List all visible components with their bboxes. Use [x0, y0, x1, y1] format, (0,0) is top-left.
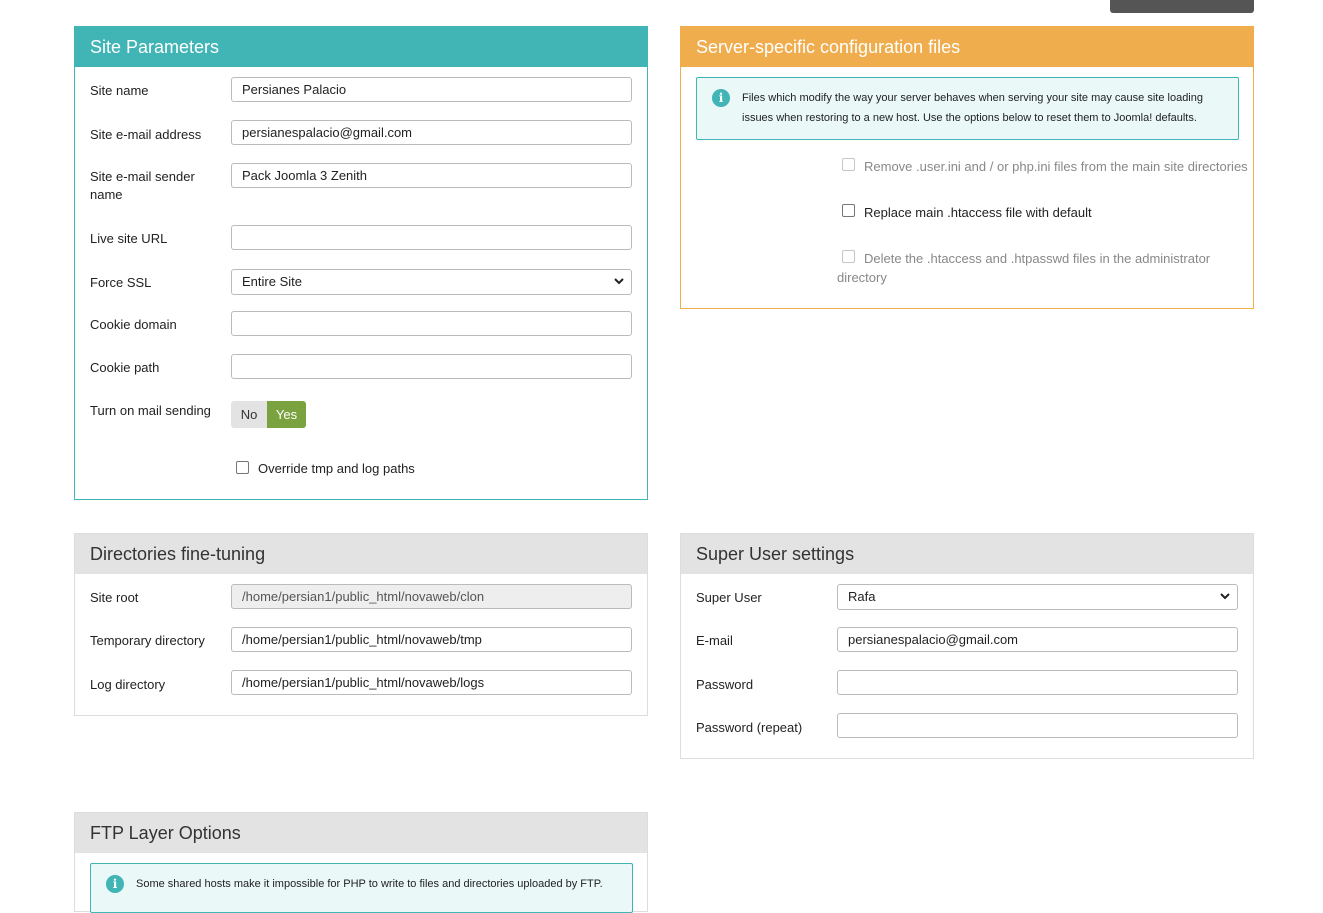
- log-dir-input[interactable]: /home/persian1/public_html/novaweb/logs: [231, 670, 632, 695]
- server-config-title: Server-specific configuration files: [681, 27, 1253, 67]
- password-label: Password: [696, 677, 754, 692]
- site-root-input: /home/persian1/public_html/novaweb/clon: [231, 584, 632, 609]
- site-parameters-panel: [74, 26, 648, 500]
- server-config-info-line2: issues when restoring to a new host. Use the options below to reset them to Joomla! defaults.: [742, 112, 1197, 124]
- ftp-panel: [74, 812, 648, 912]
- delete-htaccess-checkbox[interactable]: [842, 250, 855, 263]
- sender-name-label: Site e-mail sender name: [90, 169, 195, 202]
- top-action-button[interactable]: [1110, 0, 1254, 13]
- site-email-input[interactable]: persianespalacio@gmail.com: [231, 120, 632, 145]
- override-paths-label: Override tmp and log paths: [258, 461, 415, 476]
- delete-htaccess-label-line1: Delete the .htaccess and .htpasswd files in the administrator: [864, 251, 1211, 266]
- password-repeat-label: Password (repeat): [696, 720, 803, 735]
- cookie-domain-label: Cookie domain: [90, 317, 177, 332]
- super-user-email-label: E-mail: [696, 633, 733, 648]
- chevron-down-icon: [1219, 589, 1231, 603]
- live-url-input[interactable]: [231, 225, 632, 250]
- site-name-label: Site name: [90, 83, 149, 98]
- server-config-info-line1: Files which modify the way your server behaves when serving your site may cause site loading: [742, 92, 1203, 104]
- directories-title: Directories fine-tuning: [75, 534, 647, 574]
- override-paths-checkbox[interactable]: [236, 461, 249, 474]
- sender-name-input[interactable]: Pack Joomla 3 Zenith: [231, 163, 632, 188]
- super-user-select[interactable]: [837, 584, 1238, 610]
- super-user-label: Super User: [696, 590, 762, 605]
- tmp-dir-label: Temporary directory: [90, 633, 205, 648]
- remove-ini-label: Remove .user.ini and / or php.ini files from the main site directories: [864, 159, 1248, 174]
- password-repeat-input[interactable]: [837, 713, 1238, 738]
- replace-htaccess-label: Replace main .htaccess file with default: [864, 205, 1092, 220]
- mail-sending-toggle[interactable]: [231, 401, 306, 428]
- super-user-value: Rafa: [848, 589, 876, 604]
- force-ssl-value: Entire Site: [242, 274, 302, 289]
- site-root-label: Site root: [90, 590, 139, 605]
- site-parameters-title: Site Parameters: [75, 27, 647, 67]
- mail-sending-no[interactable]: No: [231, 401, 267, 428]
- site-name-input[interactable]: Persianes Palacio: [231, 77, 632, 102]
- super-user-title: Super User settings: [681, 534, 1253, 574]
- info-icon: i: [712, 89, 730, 107]
- tmp-dir-input[interactable]: /home/persian1/public_html/novaweb/tmp: [231, 627, 632, 652]
- chevron-down-icon: [613, 274, 625, 288]
- super-user-email-input[interactable]: persianespalacio@gmail.com: [837, 627, 1238, 652]
- cookie-path-input[interactable]: [231, 354, 632, 379]
- cookie-domain-input[interactable]: [231, 311, 632, 336]
- force-ssl-select[interactable]: [231, 269, 632, 295]
- password-input[interactable]: [837, 670, 1238, 695]
- delete-htaccess-label-line2: directory: [837, 270, 887, 285]
- info-icon: i: [106, 875, 124, 893]
- mail-sending-yes[interactable]: Yes: [267, 401, 306, 428]
- force-ssl-label: Force SSL: [90, 275, 152, 290]
- log-dir-label: Log directory: [90, 677, 166, 692]
- cookie-path-label: Cookie path: [90, 360, 160, 375]
- mail-sending-label: Turn on mail sending: [90, 403, 211, 418]
- ftp-title: FTP Layer Options: [75, 813, 647, 853]
- site-email-label: Site e-mail address: [90, 127, 202, 142]
- remove-ini-checkbox[interactable]: [842, 158, 855, 171]
- replace-htaccess-checkbox[interactable]: [842, 204, 855, 217]
- ftp-info: [90, 863, 633, 913]
- live-url-label: Live site URL: [90, 231, 168, 246]
- server-config-panel: [680, 26, 1254, 309]
- ftp-info-text: Some shared hosts make it impossible for PHP to write to files and directories uploaded by FTP.: [136, 878, 603, 890]
- directories-panel: [74, 533, 648, 716]
- super-user-panel: [680, 533, 1254, 759]
- server-config-info: [696, 77, 1239, 140]
